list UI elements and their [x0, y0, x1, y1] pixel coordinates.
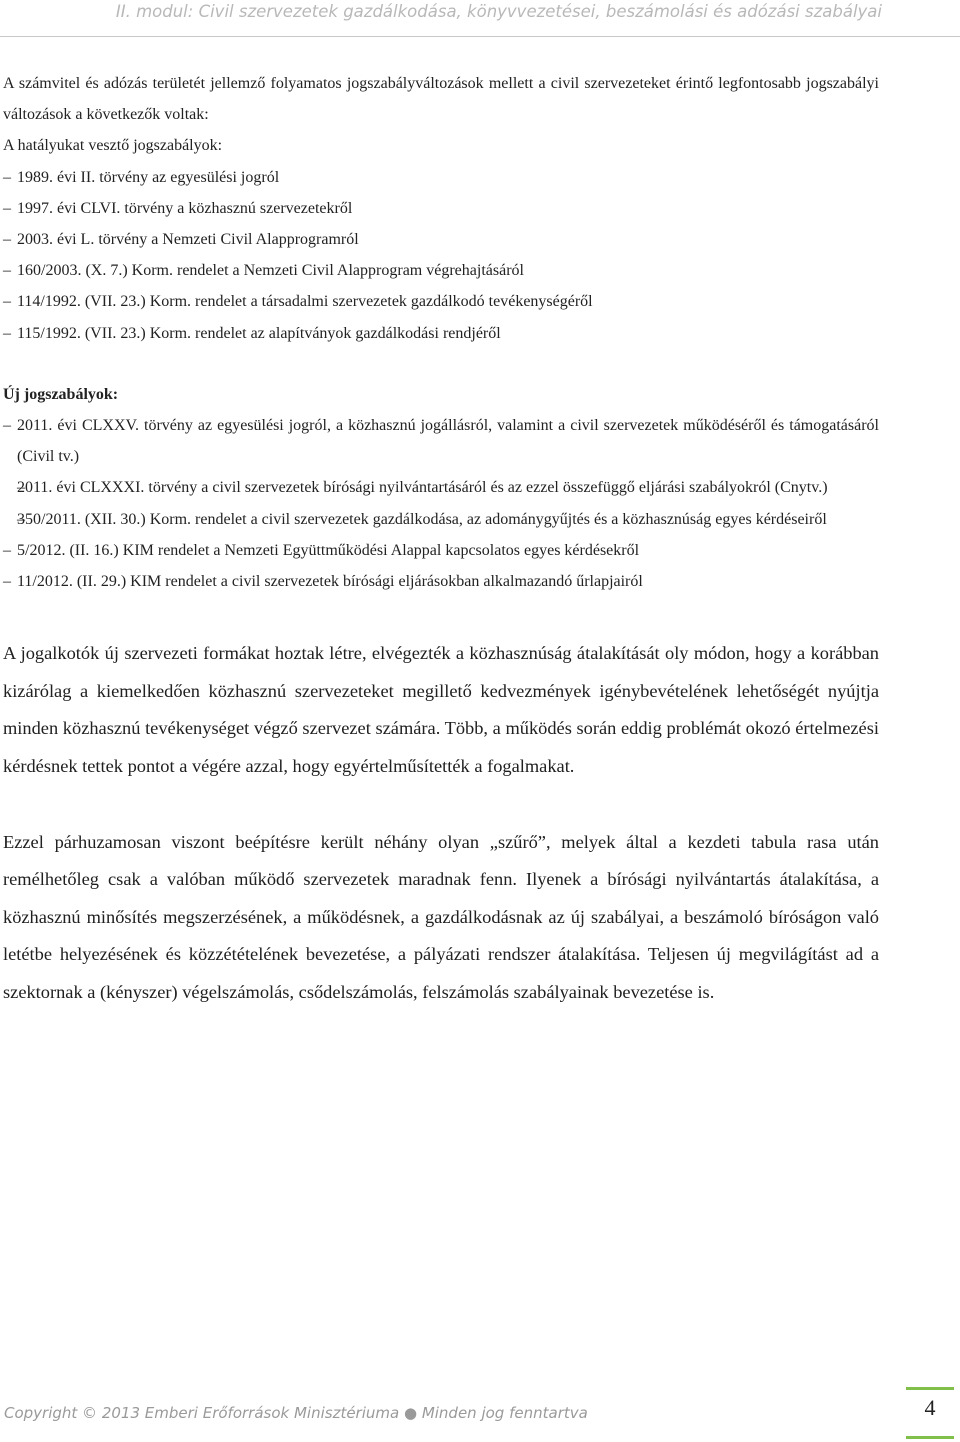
list-item: – 115/1992. (VII. 23.) Korm. rendelet az alapítványok gazdálkodási rendjéről: [3, 318, 879, 349]
document-body: [3, 68, 879, 1012]
body-paragraph-1: A jogalkotók új szervezeti formákat hoztak létre, elvégezték a közhasznúság átalakítását oly módon, hogy a korábban kizárólag a kiemelkedően közhasznú szervezeteket megillető kedvezmények igénybevételének lehetőségét nyújtja minden közhasznú tevékenységet végző szervezet számára. Több, a működés során eddig problémát okozó értelmezési kérdésnek tettek pontot a végére azzal, hogy egyértelműsítették a fogalmakat.: [3, 643, 879, 777]
list-item: – 1997. évi CLVI. törvény a közhasznú szervezetekről: [3, 193, 879, 224]
list-item: – 114/1992. (VII. 23.) Korm. rendelet a társadalmi szervezetek gazdálkodó tevékenységéről: [3, 286, 879, 317]
page-number-bar-top: [906, 1387, 954, 1390]
list-item: – 2011. évi CLXXXI. törvény a civil szervezetek bírósági nyilvántartásáról és az ezzel összefüggő eljárási szabályokról (Cnytv.): [3, 472, 879, 503]
page-number: 4: [924, 1395, 936, 1420]
body-paragraph-2: Ezzel párhuzamosan viszont beépítésre került néhány olyan „szűrő”, melyek által a kezdeti tabula rasa után remélhetőleg csak a valóban működő szervezetek maradnak fenn. Ilyenek a bírósági nyilvántartás átalakítása, a közhasznú minősítés megszerzésének, a működésnek, a gazdálkodásnak az új szabályai, a beszámoló bíróságon való letétbe helyezésének és közzétételének bevezetése, a pályázati rendszer átalakítása. Teljesen új megvilágítást ad a szektornak a (kényszer) végelszámolás, csődelszámolás, felszámolás szabályainak bevezetése is.: [3, 831, 879, 1002]
spacer: [3, 597, 879, 635]
list-item: – 350/2011. (XII. 30.) Korm. rendelet a civil szervezetek gazdálkodása, az adománygyűjtés és a közhasznúság egyes kérdéseiről: [3, 504, 879, 535]
list-item: – 11/2012. (II. 29.) KIM rendelet a civil szervezetek bírósági eljárásokban alkalmazandó űrlapjairól: [3, 566, 879, 597]
copyright-notice: Copyright © 2013 Emberi Erőforrások Minisztériuma ● Minden jog fenntartva: [4, 1404, 588, 1422]
new-laws-heading: Új jogszabályok:: [3, 385, 119, 403]
header-divider: [0, 36, 960, 37]
list-item: – 1989. évi II. törvény az egyesülési jogról: [3, 162, 879, 193]
new-laws-list: [3, 410, 879, 597]
page-number-bar-bottom: [906, 1436, 954, 1439]
page-header: [0, 0, 960, 40]
repealed-list: [3, 162, 879, 349]
spacer: [3, 349, 879, 379]
list-item: – 160/2003. (X. 7.) Korm. rendelet a Nemzeti Civil Alapprogram végrehajtásáról: [3, 255, 879, 286]
list-item: – 2011. évi CLXXV. törvény az egyesülési jogról, a közhasznú jogállásról, valamint a civil szervezetek működéséről és támogatásáról (Civil tv.): [3, 410, 879, 472]
spacer: [3, 786, 879, 824]
page-footer: [0, 1380, 960, 1442]
intro-paragraph: A számvitel és adózás területét jellemző folyamatos jogszabályváltozások mellett a civil szervezeteket érintő legfontosabb jogszabályi változások a következők voltak:: [3, 75, 879, 124]
repealed-label: A hatályukat vesztő jogszabályok:: [3, 137, 223, 155]
page-number-box: [906, 1387, 954, 1439]
module-title: II. modul: Civil szervezetek gazdálkodása, könyvvezetései, beszámolási és adózási szabályai: [115, 2, 882, 21]
list-item: – 2003. évi L. törvény a Nemzeti Civil Alapprogramról: [3, 224, 879, 255]
list-item: – 5/2012. (II. 16.) KIM rendelet a Nemzeti Együttműködési Alappal kapcsolatos egyes kérdésekről: [3, 535, 879, 566]
